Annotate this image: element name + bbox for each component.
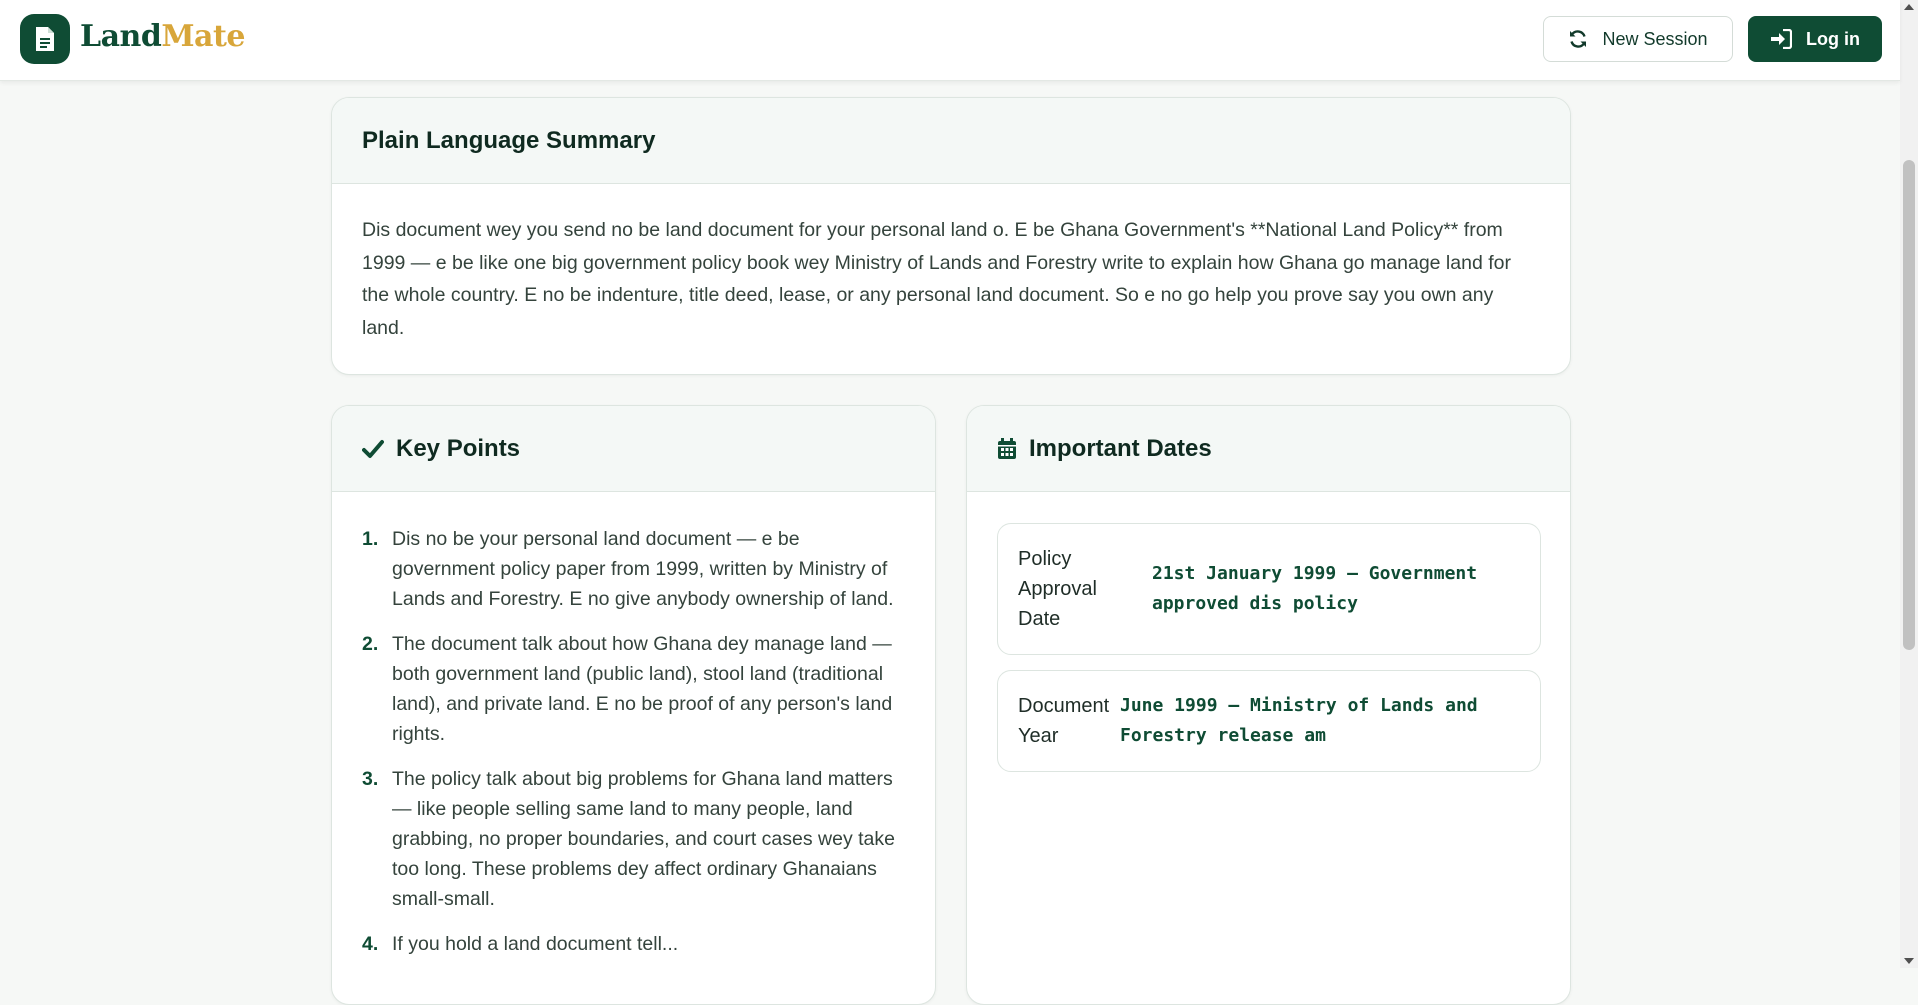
date-value: June 1999 – Ministry of Lands and Forestry release am — [1120, 695, 1478, 746]
key-point-text: The document talk about how Ghana dey manage land — both government land (public land), stool land (traditional land), and private land. E no be proof of any person's land rights. — [392, 633, 893, 745]
scroll-down-arrow-icon[interactable] — [1904, 958, 1914, 964]
key-points-list — [332, 492, 935, 959]
logo-document-icon[interactable] — [20, 14, 70, 64]
key-point-number: 4. — [362, 933, 379, 955]
key-point-number: 3. — [362, 768, 379, 790]
key-point-item — [362, 929, 905, 959]
key-point-number: 2. — [362, 633, 379, 655]
new-session-label: New Session — [1602, 28, 1708, 49]
login-button[interactable] — [1748, 16, 1882, 62]
logo-wordmark[interactable] — [80, 19, 245, 54]
date-value: 21st January 1999 – Government approved dis policy — [1152, 563, 1478, 614]
date-label: Document Year — [1018, 695, 1110, 747]
summary-title: Plain Language Summary — [362, 126, 656, 154]
sign-in-icon — [1770, 29, 1792, 49]
page-scrollbar[interactable] — [1900, 0, 1918, 968]
date-item-policy-approval — [997, 523, 1541, 655]
key-point-text: The policy talk about big problems for Ghana land matters — like people selling same land to many people, land grabbing, no proper boundaries, and court cases wey take too long. These problems dey affect ordinary Ghanaians small-small. — [392, 768, 895, 910]
refresh-icon — [1568, 29, 1588, 49]
key-point-text: Dis no be your personal land document — e be government policy paper from 1999, written by Ministry of Lands and Forestry. E no give anybody ownership of land. — [392, 528, 894, 610]
summary-text: Dis document wey you send no be land document for your personal land o. E be Ghana Government's **National Land Policy** from 1999 — e be like one big government policy book wey Ministry of Lands and Forestry write to explain how Ghana go manage land for the whole country. E no be indenture, title deed, lease, or any personal land document. So e no go help you prove say you own any land. — [362, 219, 1511, 339]
scroll-up-arrow-icon[interactable] — [1904, 4, 1914, 10]
login-label: Log in — [1806, 28, 1860, 49]
date-label: Policy Approval Date — [1018, 548, 1097, 630]
key-point-item — [362, 524, 905, 614]
key-point-number: 1. — [362, 528, 379, 550]
key-point-item — [362, 629, 905, 749]
key-points-title: Key Points — [396, 434, 521, 462]
important-dates-title: Important Dates — [1029, 434, 1212, 462]
new-session-button[interactable] — [1543, 16, 1733, 62]
important-dates-card — [966, 405, 1571, 1005]
date-item-document-year — [997, 670, 1541, 772]
important-dates-header — [967, 406, 1570, 492]
key-points-card — [331, 405, 936, 1005]
summary-card — [331, 97, 1571, 375]
key-point-text: If you hold a land document tell... — [392, 933, 679, 955]
summary-card-header — [332, 98, 1570, 184]
key-points-header — [332, 406, 935, 492]
top-navbar — [0, 0, 1900, 81]
calendar-icon — [997, 438, 1017, 460]
check-icon — [362, 439, 384, 459]
logo-mate-text: Mate — [161, 19, 245, 54]
key-point-item — [362, 764, 905, 914]
logo-land-text: Land — [80, 19, 162, 54]
scrollbar-thumb[interactable] — [1903, 160, 1915, 650]
